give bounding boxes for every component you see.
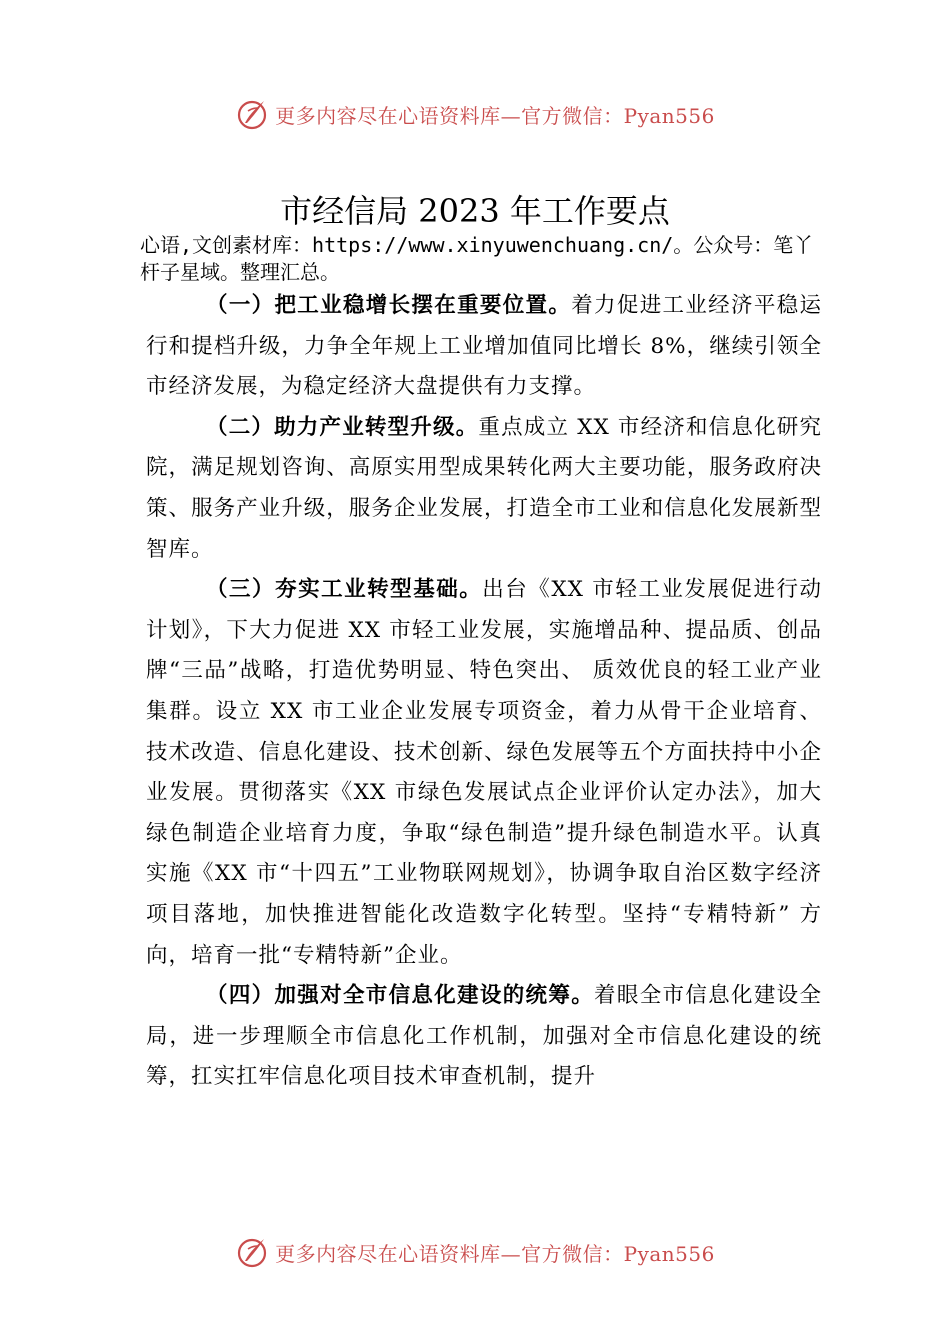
header-banner-text: 更多内容尽在心语资料库—官方微信：Pyan556 bbox=[275, 103, 715, 128]
footer-banner-text: 更多内容尽在心语资料库—官方微信：Pyan556 bbox=[275, 1241, 715, 1266]
document-body bbox=[146, 286, 822, 1098]
paragraph-heading: （三）夯实工业转型基础。 bbox=[206, 577, 483, 603]
paragraph-heading: （二）助力产业转型升级。 bbox=[206, 414, 479, 440]
paragraph-text: 出台《XX 市轻工业发展促进行动计划》，下大力促进 XX 市轻工业发展，实施增品种、提品质、创品牌“三品”战略，打造优势明显、特色突出、 质效优良的轻工业产业集群。设立 XX 市工业企业发展专项资金，着力从骨干企业培育、技术改造、信息化建设、技术创新、绿色发展等五个方面扶持中小企业发展。贯彻落实《XX 市绿色发展试点企业评价认定办法》，加大绿色制造企业培育力度，争取“绿色制造”提升绿色制造水平。认真实施《XX 市“十四五”工业物联网规划》，协调争取自治区数字经济项目落地，加快推进智能化改造数字化转型。坚持“专精特新” 方向，培育一批“专精特新”企业。 bbox=[146, 577, 822, 968]
footer-banner bbox=[0, 1232, 950, 1272]
paragraph-2 bbox=[146, 408, 822, 570]
paragraph-1 bbox=[146, 286, 822, 408]
paragraph-text: 着力促进工业经济平稳运行和提档升级，力争全年规上工业增加值同比增长 8%，继续引领全市经济发展，为稳定经济大盘提供有力支撑。 bbox=[146, 293, 822, 400]
paragraph-3 bbox=[146, 570, 822, 976]
quill-logo-icon bbox=[235, 1235, 269, 1269]
paragraph-4 bbox=[146, 976, 822, 1098]
header-banner bbox=[0, 94, 950, 134]
paragraph-text: 重点成立 XX 市经济和信息化研究院，满足规划咨询、高原实用型成果转化两大主要功能，服务政府决策、服务产业升级，服务企业发展，打造全市工业和信息化发展新型智库。 bbox=[146, 414, 822, 562]
quill-logo-icon bbox=[235, 97, 269, 131]
paragraph-heading: （四）加强对全市信息化建设的统筹。 bbox=[206, 983, 595, 1009]
page-title: 市经信局 2023 年工作要点 bbox=[280, 192, 670, 230]
paragraph-text: 着眼全市信息化建设全局，进一步理顺全市信息化工作机制，加强对全市信息化建设的统筹，扛实扛牢信息化项目技术审查机制，提升 bbox=[146, 983, 822, 1090]
source-note: 心语,文创素材库：https://www.xinyuwenchuang.cn/。公众号：笔丫杆子星域。整理汇总。 bbox=[140, 233, 814, 284]
paragraph-heading: （一）把工业稳增长摆在重要位置。 bbox=[206, 293, 572, 318]
